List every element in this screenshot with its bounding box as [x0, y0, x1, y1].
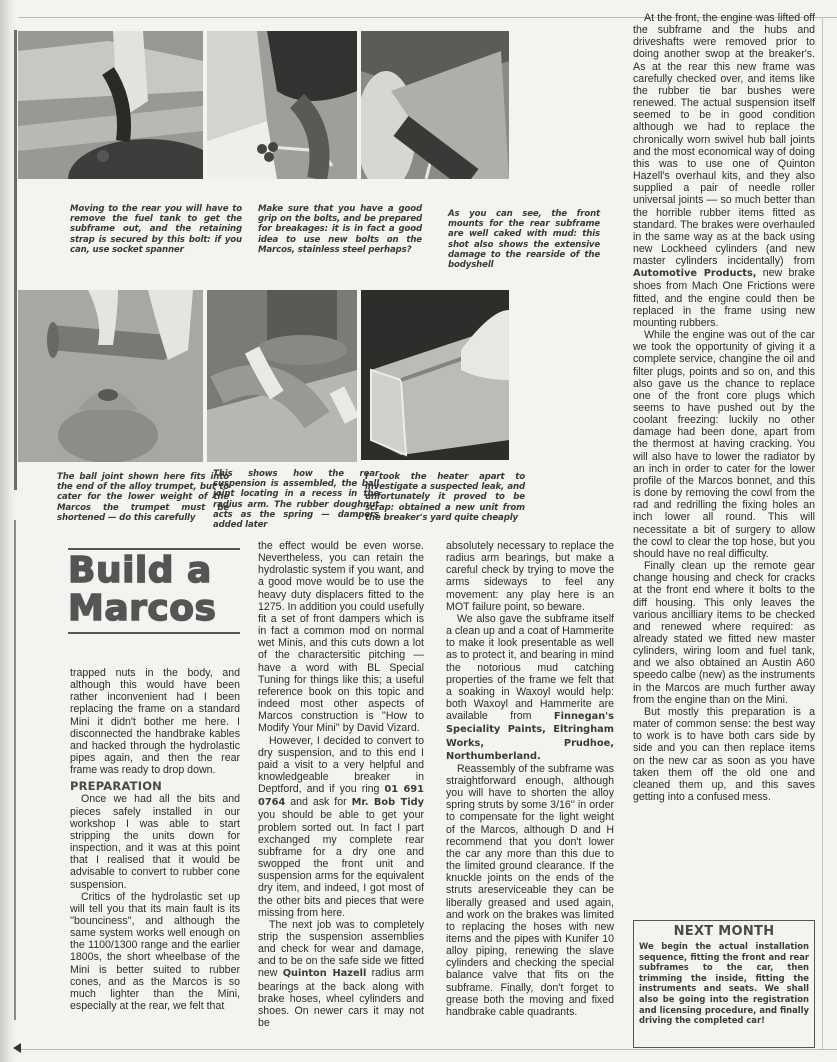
- photo-ball-joint-trumpet: [18, 290, 203, 462]
- text-run: new brake shoes from Mach One Frictions were fitted, and the engine could then be replaced in the frame using new mounting rubbers.: [633, 267, 815, 329]
- article-title: [68, 548, 240, 654]
- paragraph: Reassembly of the subframe was straightforward enough, although you will have to shorten the alloy spring struts by some 3/16'' in order to compensate for the light weight of the Marcos, although D and H recommend that you don't lower the car any more than this due to the limited ground clearance. If the knuckle joints on the ends of the struts areserviceable they can be liberally greased and used again, and work on the brakes was limited to replacing the hoses with new items and the pipes with Kunifer 10 alloy piping, renewing the slave cylinders and checking the special balance valve that fits on the subframe. Finally, don't forget to grease both the moving and fixed handbrake cable quadrants.: [446, 762, 614, 1018]
- photo-caption: The ball joint shown here fits into the end of the alloy trumpet, but to cater for the lower weight of the Marcos the trumpet must be shortened — do this carefully: [57, 472, 229, 523]
- photo-caption: Moving to the rear you will have to remove the fuel tank to get the subframe out, and the retaining strap is secured by this bolt: if you can, use socket spanner: [70, 204, 242, 255]
- right-frame-rule: [822, 17, 823, 1049]
- text-column-4: [633, 12, 815, 803]
- text-run: We also gave the subframe itself a clean up and a coat of Hammerite to make it look presentable as well as to protect it, and bearing in mind the notorious mud catching properties of the frame we felt that a soaking in Waxoyl would help: both Waxoyl and Hammerite are available from: [446, 612, 614, 723]
- text-column-1: [70, 667, 240, 1012]
- contact-name: Mr. Bob Tidy: [351, 797, 424, 809]
- brand-name: Automotive Products,: [633, 268, 757, 280]
- paragraph: trapped nuts in the body, and although this would have been rather inconvenient had I been replacing the frame on a standard Mini it didn't bother me here. I disconnected the handbrake kables and hacked through the hydrolastic pipes again, and then the rear frame was ready to drop down.: [70, 667, 240, 777]
- supplier-name: Finnegan's Speciality Paints, Eltringham Works, Prudhoe, Northumberland.: [446, 711, 614, 762]
- title-line-2: Marcos: [68, 588, 217, 629]
- text-run: and ask for: [285, 796, 352, 809]
- text-run: you should be able to get your problem sorted out. In fact I part exchanged my complete rear subframe for a dry one and swopped the front unit and suspension arms for the equivalent dry item, and indeed, I got most of the other bits and pieces that were missing from here.: [258, 809, 424, 919]
- paragraph: While the engine was out of the car we took the opportunity of giving it a complete service, changine the oil and filter plugs, points and so on, and this also gave us the chance to replace one of the front core plugs which seems to have pushed out by the coolant freezing: luckily no other damage had been done, apart from the thermost at having cracking. You will also have to lower the radiator by an inch in order to cater for the lower profile of the Marcos bonnet, and this is done by removing the cowl from the rad and redrilling the fixing holes an inch lower all round. This will necessitate a bit of surgery to allow the cowl to clear the top hose, but you should have no real difficulty.: [633, 329, 815, 560]
- photo-caption: This shows how the rear suspension is assembled, the ball joint locating in a recess in the radius arm. The rubber doughnut acts as the spring — dampers added later: [213, 469, 379, 531]
- paragraph: absolutely necessary to replace the radius arm bearings, but make a careful check by trying to move the arms sideways to feel any movement: any play here is an MOT failure point, so beware.: [446, 540, 614, 613]
- paragraph: Finally clean up the remote gear change housing and check for cracks at the front end where it bolts to the diff housing. This only leaves the various ancilliary items to be checked and renewed where required: as already stated we fitted new master cylinders, wiring loom and fuel tank, and we also obtained an Austin A60 speedo calbe (new) as the instruments in the Marcos are much further away from the engine than on the Mini.: [633, 560, 815, 706]
- photo-muddy-front-mounts: [361, 31, 509, 179]
- title-line-1: Build a: [68, 550, 212, 591]
- photo-fuel-tank-strap-bolt: [18, 31, 203, 179]
- paragraph: [258, 735, 424, 919]
- text-column-2: [258, 540, 424, 1029]
- binding-shadow: [14, 520, 16, 1020]
- photo-caption: As you can see, the front mounts for the rear subframe are well caked with mud: this shot also shows the extensive damage to the rearside of the bodyshell: [448, 209, 600, 271]
- section-heading: PREPARATION: [70, 779, 162, 794]
- title-rule-bottom: [68, 632, 240, 634]
- paragraph: [258, 919, 424, 1029]
- binding-shadow: [14, 30, 17, 490]
- bottom-rule: [18, 1049, 837, 1050]
- photo-bolt-grip: [207, 31, 357, 179]
- phone-number: 01 691 0764: [258, 784, 424, 809]
- next-month-box: [633, 920, 815, 1048]
- brand-name: Quinton Hazell: [282, 968, 367, 980]
- paragraph: the effect would be even worse. Nevertheless, you can retain the hydrolastic system if you want, and a good move would be to use the heavy duty displacers fitted to the 1275. In addition you could usefully fit a set of front dampers which is in fact a common mod on normal wet Minis, and this cuts down a lot of the charactersitic pitching — have a word with BL Special Tuning for things like this; a useful reference book on this topic and indeed most other aspects of Marcos construction is ''How to Modify Your Mini'' by David Vizard.: [258, 540, 424, 735]
- paragraph: Once we had all the bits and pieces safely installed in our workshop I was able to start stripping the units down for inspection, and it was at this point that I realised that it would be advisable to convert to rubber cone suspension.: [70, 793, 240, 891]
- paragraph: [446, 613, 614, 763]
- paragraph: But mostly this preparation is a mater of common sense: the best way to work is to have both cars side by side and you can then replace items on the new car as soon as you have taken them off the old one and cleaned them up, and this saves getting into a confused mess.: [633, 705, 815, 803]
- photo-heater-unit: [361, 290, 509, 460]
- page-turn-arrow-icon: [13, 1043, 21, 1053]
- text-run: radius arm bearings at the back along with brake hoses, wheel cylinders and shoes. On newer cars it may not be: [258, 967, 424, 1030]
- text-run: At the front, the engine was lifted off the subframe and the hubs and driveshafts were removed prior to doing another swop at the breaker's. As at the rear this new frame was carefully checked over, and items like the rubber tie bar bushes were renewed. The actual suspension itself seemed to be in good condition although we had to replace the chronically worn swivel hub ball joints and the most economical way of doing this was to use one of Quinton Hazell's overhaul kits, and they also supplied a pair of needle roller universal joints — so much better than the horrible rubber items fitted as standard. The brakes were overhauled in the same way as at the back using new Lockheed cylinders (and new master cylinders incidentally) from: [633, 12, 815, 268]
- text-run: However, I decided to convert to dry suspension, and to this end I paid a visit to a very helpful and knowledgeable breaker in Deptford, and if you ring: [258, 734, 424, 796]
- paragraph: [633, 12, 815, 329]
- paragraph: Critics of the hydrolastic set up will tell you that its main fault is its ''bounciness'', and although the same system works well enough on the 1100/1300 range and the earlier 1800s, the short wheelbase of the Mini is better suited to rubber cones, and as the Marcos is so much lighter than the Mini, especially at the rear, we felt that: [70, 890, 240, 1013]
- text-column-3: [446, 540, 614, 1018]
- photo-caption: I took the heater apart to investigate a suspected leak, and unfortunately it proved to be scrap: obtained a new unit from the breaker's yard quite cheaply: [365, 472, 525, 523]
- next-month-title: NEXT MONTH: [673, 924, 775, 939]
- photo-rear-suspension-assembled: [207, 290, 357, 462]
- text-run: The next job was to completely strip the suspension assemblies and check for wear and damage, and to be on the safe side we fitted new: [258, 918, 424, 980]
- next-month-body: We begin the actual installation sequence, fitting the front and rear subframes to the car, then trimming the inside, fitting the instruments and seats. We shall also be going into the registration and licensing procedure, and finally driving the completed car!: [639, 941, 809, 1026]
- photo-caption: Make sure that you have a good grip on the bolts, and be prepared for breakages: it is in fact a good idea to use new bolts on the Marcos, stainless steel perhaps?: [258, 204, 422, 255]
